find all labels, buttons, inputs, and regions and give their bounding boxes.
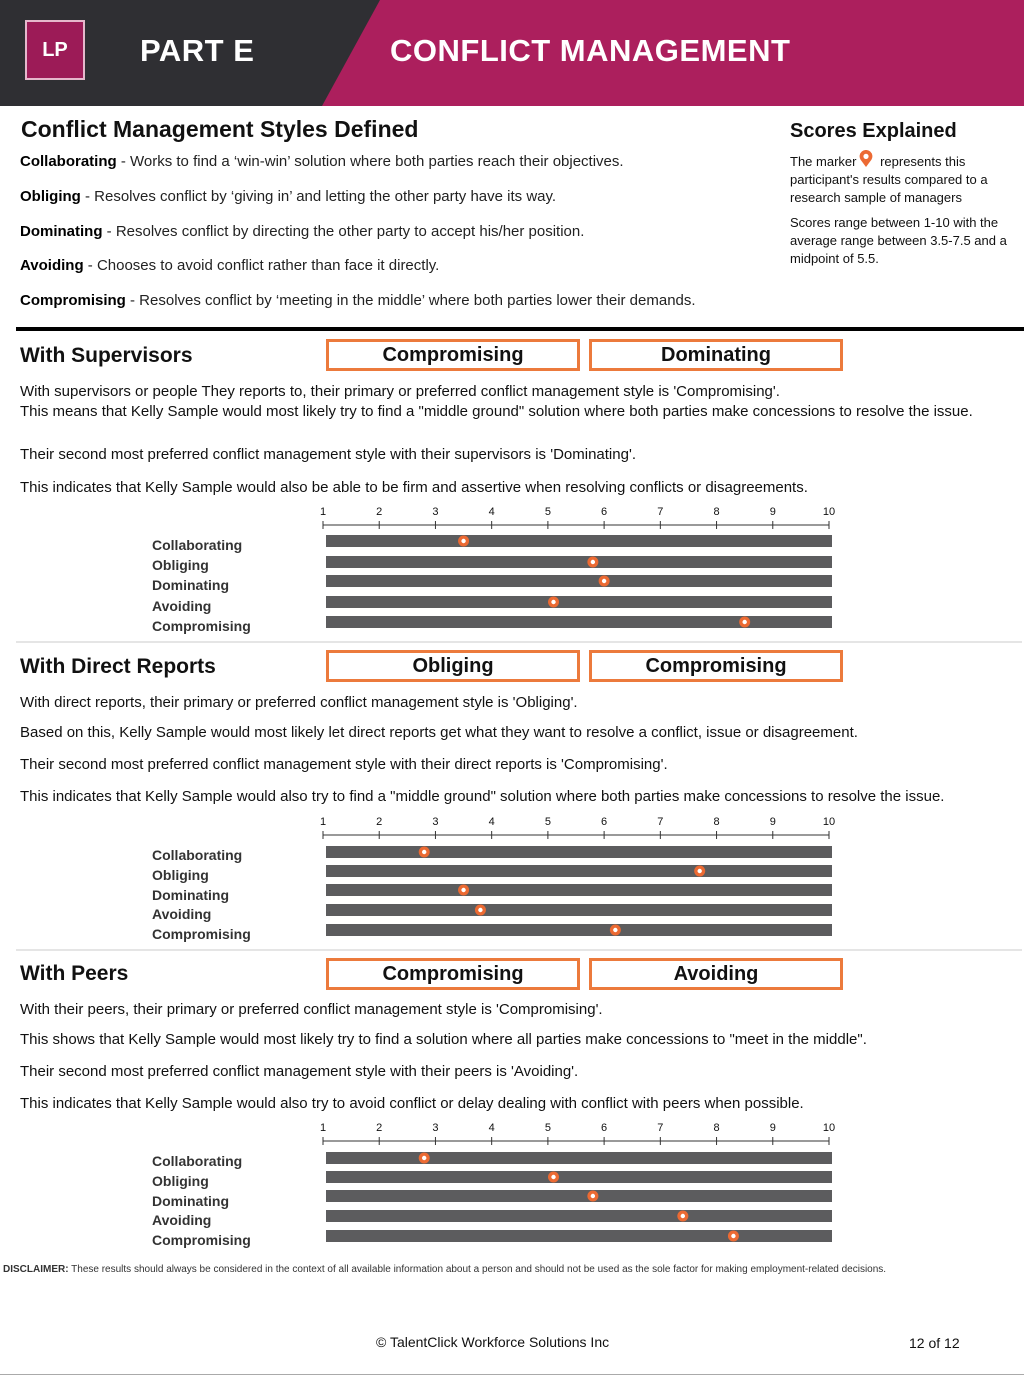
chart-row-label: Dominating <box>152 577 229 593</box>
chart-tick-label: 8 <box>713 816 720 828</box>
style-chart <box>0 810 1024 945</box>
chart-tick-label: 9 <box>769 816 776 828</box>
scores-heading: Scores Explained <box>790 120 957 142</box>
scores-text-before: The marker <box>790 154 857 169</box>
chart-tick-label: 6 <box>601 816 608 828</box>
chart-tick-label: 8 <box>713 1122 720 1134</box>
section-paragraph: Based on this, Kelly Sample would most likely let direct reports get what they want to resolve a conflict, issue or disagreement. <box>20 724 858 741</box>
definition-term: Avoiding <box>20 257 84 274</box>
chart-row-label: Compromising <box>152 618 251 634</box>
chart-tick-label: 4 <box>488 506 495 518</box>
chart-bar <box>326 884 832 896</box>
chart-row-label: Collaborating <box>152 537 243 553</box>
section-paragraph: This indicates that Kelly Sample would also be able to be firm and assertive when resolving conflicts or disagreements. <box>20 479 808 496</box>
footer-rule <box>0 1374 1024 1375</box>
definition-text: - Works to find a ‘win-win’ solution where both parties reach their objectives. <box>116 153 624 170</box>
chart-row-label: Compromising <box>152 926 251 942</box>
chart-bar <box>326 1190 832 1202</box>
section-title: With Supervisors <box>20 344 193 367</box>
page-number: 12 of 12 <box>909 1335 960 1351</box>
section-divider <box>16 949 1022 951</box>
chart-row-label: Dominating <box>152 887 229 903</box>
section-paragraph: This indicates that Kelly Sample would also try to find a "middle ground" solution where both parties make concessions to resolve the issue. <box>20 788 945 805</box>
chart-tick-label: 7 <box>657 816 664 828</box>
chart-bar <box>326 616 832 628</box>
lp-logo: LP <box>25 20 85 80</box>
chart-tick-label: 3 <box>432 816 439 828</box>
score-marker-center <box>681 1214 685 1218</box>
chart-row-label: Obliging <box>152 1173 209 1189</box>
chart-tick-label: 10 <box>822 1122 836 1134</box>
definition-term: Dominating <box>20 223 103 240</box>
chart-bar <box>326 596 832 608</box>
chart-tick-label: 4 <box>488 816 495 828</box>
score-marker-icon <box>858 150 874 168</box>
section-paragraph: This shows that Kelly Sample would most likely try to find a solution where all parties make concessions to "meet in the middle". <box>20 1031 867 1048</box>
chart-row-label: Dominating <box>152 1193 229 1209</box>
score-marker-center <box>697 869 701 873</box>
chart-row-label: Obliging <box>152 557 209 573</box>
style-chart <box>0 1116 1024 1251</box>
chart-tick-label: 1 <box>319 506 327 518</box>
chart-tick-label: 2 <box>376 816 383 828</box>
chart-tick-label: 6 <box>601 506 608 518</box>
chart-row-label: Compromising <box>152 1232 251 1248</box>
scores-text-after: represents this participant's results compared to a research sample of managers <box>790 154 988 205</box>
section-divider <box>16 327 1024 331</box>
chart-tick-label: 5 <box>544 816 551 828</box>
definition-term: Compromising <box>20 292 126 309</box>
scores-explanation <box>790 150 1020 207</box>
section-paragraph: With direct reports, their primary or preferred conflict management style is 'Obliging'. <box>20 694 578 711</box>
definition-text: - Chooses to avoid conflict rather than face it directly. <box>83 257 440 274</box>
chart-row-label: Avoiding <box>152 1212 212 1228</box>
primary-style-badge: Compromising <box>326 958 580 990</box>
chart-bar <box>326 904 832 916</box>
footer-copyright: © TalentClick Workforce Solutions Inc <box>376 1334 610 1350</box>
section-title: With Peers <box>20 962 129 985</box>
page-title: CONFLICT MANAGEMENT <box>390 33 791 68</box>
score-marker-center <box>602 579 606 583</box>
chart-bar <box>326 1152 832 1164</box>
score-marker-center <box>551 600 555 604</box>
secondary-style-badge: Avoiding <box>589 958 843 990</box>
primary-style-badge: Obliging <box>326 650 580 682</box>
style-chart <box>0 500 1024 635</box>
chart-bar <box>326 1210 832 1222</box>
definition-compromising <box>20 292 696 309</box>
disclaimer-label: DISCLAIMER: <box>3 1264 69 1275</box>
chart-bar <box>326 535 832 547</box>
score-marker-center <box>422 850 426 854</box>
chart-tick-label: 5 <box>544 506 551 518</box>
score-marker-center <box>461 539 465 543</box>
chart-bar <box>326 556 832 568</box>
disclaimer-text: These results should always be considered in the context of all available information about a person and should not be used as the sole factor for making employment-related decisions. <box>68 1264 887 1275</box>
chart-tick-label: 2 <box>376 1122 383 1134</box>
chart-tick-label: 1 <box>319 816 327 828</box>
scores-range: Scores range between 1-10 with the average range between 3.5-7.5 and a midpoint of 5.5. <box>790 215 1007 266</box>
section-paragraph: This indicates that Kelly Sample would also try to avoid conflict or delay dealing with conflict with peers when possible. <box>20 1095 804 1112</box>
definition-avoiding <box>20 257 439 274</box>
chart-bar <box>326 865 832 877</box>
section-paragraph: With their peers, their primary or preferred conflict management style is 'Compromising'. <box>20 1001 603 1018</box>
chart-tick-label: 4 <box>488 1122 495 1134</box>
chart-tick-label: 10 <box>822 816 836 828</box>
definition-dominating <box>20 223 584 240</box>
score-marker-center <box>478 908 482 912</box>
chart-tick-label: 3 <box>432 506 439 518</box>
score-marker-center <box>613 928 617 932</box>
section-divider <box>16 641 1022 643</box>
score-marker-center <box>422 1156 426 1160</box>
chart-tick-label: 3 <box>432 1122 439 1134</box>
chart-tick-label: 9 <box>769 1122 776 1134</box>
definition-text: - Resolves conflict by directing the other party to accept his/her position. <box>102 223 585 240</box>
chart-tick-label: 7 <box>657 506 664 518</box>
section-title: With Direct Reports <box>20 655 216 678</box>
chart-tick-label: 8 <box>713 506 720 518</box>
score-marker-center <box>591 560 595 564</box>
definition-term: Collaborating <box>20 153 117 170</box>
chart-row-label: Collaborating <box>152 847 243 863</box>
primary-style-badge: Compromising <box>326 339 580 371</box>
chart-tick-label: 7 <box>657 1122 664 1134</box>
definition-text: - Resolves conflict by ‘giving in’ and letting the other party have its way. <box>80 188 557 205</box>
score-marker-center <box>591 1194 595 1198</box>
chart-row-label: Collaborating <box>152 1153 243 1169</box>
chart-row-label: Obliging <box>152 867 209 883</box>
chart-row-label: Avoiding <box>152 598 212 614</box>
part-label: PART E <box>140 33 255 68</box>
secondary-style-badge: Dominating <box>589 339 843 371</box>
definition-text: - Resolves conflict by ‘meeting in the middle’ where both parties lower their demands. <box>125 292 696 309</box>
section-paragraph: Their second most preferred conflict management style with their peers is 'Avoiding'. <box>20 1063 579 1080</box>
score-marker-center <box>742 620 746 624</box>
definition-obliging <box>20 188 556 205</box>
score-marker-center <box>461 888 465 892</box>
definitions-heading: Conflict Management Styles Defined <box>21 116 419 142</box>
definition-term: Obliging <box>20 188 81 205</box>
chart-tick-label: 9 <box>769 506 776 518</box>
chart-tick-label: 5 <box>544 1122 551 1134</box>
section-paragraph: With supervisors or people They reports to, their primary or preferred conflict management style is 'Compromising'. This means that Kelly Sample would most likely try to find a "middle ground" solution where both parties make concessions to resolve the issue. <box>20 383 973 420</box>
chart-tick-label: 2 <box>376 506 383 518</box>
chart-bar <box>326 846 832 858</box>
chart-tick-label: 1 <box>319 1122 327 1134</box>
section-paragraph: Their second most preferred conflict management style with their supervisors is 'Dominating'. <box>20 446 636 463</box>
chart-bar <box>326 924 832 936</box>
chart-bar <box>326 1171 832 1183</box>
chart-tick-label: 6 <box>601 1122 608 1134</box>
chart-tick-label: 10 <box>822 506 836 518</box>
definition-collaborating <box>20 153 624 170</box>
page-header <box>0 0 1024 106</box>
chart-bar <box>326 1230 832 1242</box>
score-marker-center <box>551 1175 555 1179</box>
chart-row-label: Avoiding <box>152 906 212 922</box>
score-marker-center <box>731 1234 735 1238</box>
disclaimer <box>3 1264 886 1275</box>
chart-bar <box>326 575 832 587</box>
section-paragraph: Their second most preferred conflict management style with their direct reports is 'Compromising'. <box>20 756 668 773</box>
secondary-style-badge: Compromising <box>589 650 843 682</box>
